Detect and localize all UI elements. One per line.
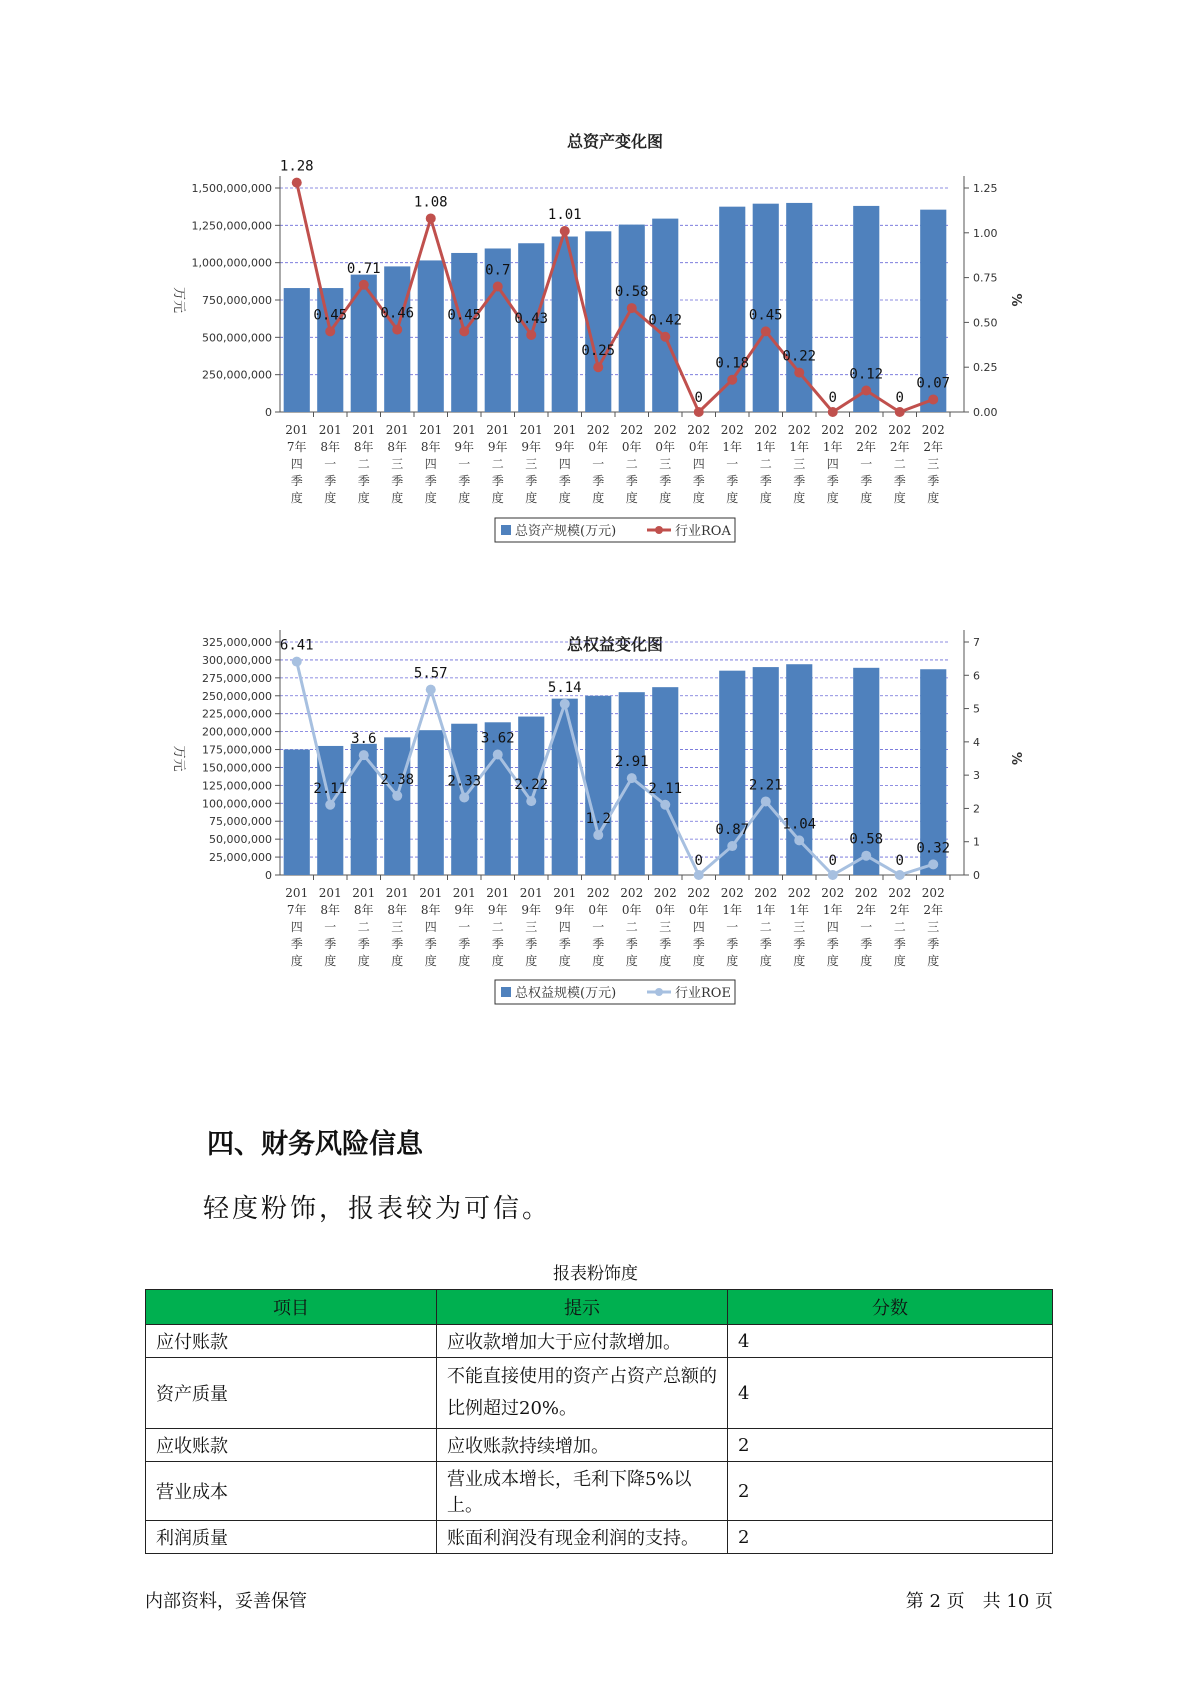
x-tick-label: 201 8年四季度 [419, 423, 443, 505]
y-right-tick-label: 1 [973, 835, 980, 849]
legend-line-marker [655, 526, 663, 534]
line-point [761, 326, 771, 336]
bar [585, 696, 611, 875]
line-point [493, 282, 503, 292]
bar [786, 203, 812, 412]
data-label: 0 [895, 390, 904, 406]
data-label: 0.12 [849, 366, 884, 383]
legend-bar-label: 总资产规模(万元) [515, 524, 617, 539]
y-right-tick-label: 1.25 [973, 182, 998, 195]
row-hint: 账面利润没有现金利润的支持。 [437, 1521, 728, 1554]
data-label: 3.62 [480, 730, 515, 747]
y-right-tick-label: 7 [973, 636, 980, 649]
total-assets-chart [150, 125, 1030, 555]
row-score: 4 [728, 1358, 1053, 1429]
row-item: 应收账款 [146, 1429, 437, 1462]
x-tick-label: 201 8年三季度 [385, 423, 409, 505]
line-point [794, 835, 804, 845]
data-label: 0 [694, 853, 703, 869]
y-right-tick-label: 0.50 [973, 316, 998, 330]
line-point [359, 280, 369, 290]
data-label: 0 [828, 390, 837, 406]
line-point [593, 362, 603, 372]
y-right-tick-label: 6 [973, 669, 980, 683]
data-label: 0.45 [313, 307, 348, 324]
x-tick-label: 201 9年一季度 [452, 886, 476, 968]
y-right-tick-label: 2 [973, 802, 980, 816]
line-point [861, 851, 871, 861]
y-left-tick-label: 750,000,000 [202, 294, 272, 307]
line-point [459, 792, 469, 802]
line-point [560, 699, 570, 709]
bar [284, 750, 310, 875]
bar [552, 699, 578, 875]
y-left-tick-label: 0 [265, 869, 272, 882]
y-left-tick-label: 100,000,000 [202, 797, 272, 811]
bar [384, 737, 410, 875]
line-point [761, 796, 771, 806]
table-row [146, 1429, 1053, 1462]
y-left-tick-label: 250,000,000 [202, 368, 272, 382]
bar [351, 744, 377, 875]
line-point [694, 870, 704, 880]
y-right-tick-label: 0.75 [973, 271, 998, 285]
legend-line-label: 行业ROA [675, 524, 731, 539]
x-tick-label: 202 0年三季度 [653, 423, 677, 505]
chart-title: 总资产变化图 [566, 132, 664, 151]
header-score: 分数 [728, 1290, 1053, 1325]
x-tick-label: 202 2年二季度 [888, 423, 912, 505]
data-label: 2.11 [313, 780, 348, 797]
legend-bar-swatch [501, 987, 511, 997]
y-left-tick-label: 1,250,000,000 [191, 219, 272, 233]
line-point [560, 226, 570, 236]
row-score: 2 [728, 1521, 1053, 1554]
data-label: 2.38 [380, 771, 415, 788]
data-label: 0.46 [380, 305, 415, 322]
line-point [694, 407, 704, 417]
table-row [146, 1462, 1053, 1521]
bar [585, 231, 611, 412]
x-tick-label: 201 8年四季度 [419, 886, 443, 968]
data-label: 0.45 [447, 307, 482, 324]
line-point [895, 407, 905, 417]
y-left-axis-title: 万元 [171, 286, 186, 314]
line-point [526, 330, 536, 340]
section-summary: 轻度粉饰，报表较为可信。 [203, 1194, 552, 1224]
row-score: 4 [728, 1325, 1053, 1358]
x-tick-label: 201 7年四季度 [285, 886, 309, 968]
x-tick-label: 202 1年一季度 [720, 423, 744, 505]
x-tick-label: 202 1年一季度 [720, 886, 744, 968]
x-tick-label: 201 9年三季度 [519, 423, 543, 505]
data-label: 0.32 [916, 840, 951, 857]
x-tick-label: 202 0年二季度 [620, 886, 644, 968]
data-label: 2.22 [514, 777, 549, 794]
bar [518, 717, 544, 875]
x-tick-label: 202 1年四季度 [821, 423, 845, 505]
y-left-tick-label: 75,000,000 [209, 815, 272, 829]
x-tick-label: 202 0年一季度 [586, 423, 610, 505]
data-label: 0.25 [581, 343, 616, 360]
bar [418, 260, 444, 412]
y-right-tick-label: 0.25 [973, 361, 998, 375]
x-tick-label: 201 8年一季度 [318, 423, 342, 505]
line-point [526, 796, 536, 806]
y-left-tick-label: 150,000,000 [202, 761, 272, 775]
x-tick-label: 202 1年二季度 [754, 423, 778, 505]
line-point [392, 791, 402, 801]
bar [418, 730, 444, 875]
y-left-tick-label: 50,000,000 [209, 833, 272, 847]
y-right-tick-label: 0 [973, 869, 980, 882]
bar [619, 225, 645, 412]
line-point [325, 326, 335, 336]
y-left-tick-label: 200,000,000 [202, 725, 272, 739]
x-tick-label: 202 0年二季度 [620, 423, 644, 505]
table-row [146, 1358, 1053, 1429]
bar [384, 266, 410, 412]
x-tick-label: 202 2年一季度 [854, 886, 878, 968]
row-item: 营业成本 [146, 1462, 437, 1521]
line-point [928, 394, 938, 404]
risk-table [145, 1289, 1053, 1554]
line-point [359, 750, 369, 760]
data-label: 0.42 [648, 312, 683, 329]
line-point [292, 657, 302, 667]
data-label: 0.71 [346, 260, 381, 277]
line-point [426, 685, 436, 695]
chart-title: 总权益变化图 [566, 635, 664, 654]
x-tick-label: 202 1年三季度 [787, 886, 811, 968]
x-tick-label: 202 0年三季度 [653, 886, 677, 968]
table-caption: 报表粉饰度 [553, 1264, 638, 1284]
data-label: 1.01 [547, 207, 582, 224]
table-header-row [146, 1290, 1053, 1325]
y-right-tick-label: 0.00 [973, 406, 998, 419]
y-left-tick-label: 300,000,000 [202, 653, 272, 667]
x-tick-label: 202 2年三季度 [921, 423, 945, 505]
x-tick-label: 201 9年四季度 [553, 423, 577, 505]
bar [518, 243, 544, 412]
header-item: 项目 [146, 1290, 437, 1325]
line-point [292, 178, 302, 188]
footer-confidential: 内部资料，妥善保管 [145, 1591, 307, 1612]
x-tick-label: 201 7年四季度 [285, 423, 309, 505]
y-left-tick-label: 0 [265, 406, 272, 419]
x-tick-label: 202 0年四季度 [687, 886, 711, 968]
line-point [861, 385, 871, 395]
data-label: 5.57 [413, 665, 448, 682]
row-item: 资产质量 [146, 1358, 437, 1429]
line-point [627, 773, 637, 783]
x-tick-label: 201 9年二季度 [486, 423, 510, 505]
x-tick-label: 201 8年二季度 [352, 886, 376, 968]
x-tick-label: 202 1年四季度 [821, 886, 845, 968]
data-label: 3.6 [351, 731, 377, 748]
line-point [459, 326, 469, 336]
table-row [146, 1521, 1053, 1554]
x-tick-label: 201 8年三季度 [385, 886, 409, 968]
row-hint: 应收账款持续增加。 [437, 1429, 728, 1462]
y-left-tick-label: 1,500,000,000 [191, 182, 272, 195]
legend-line-label: 行业ROE [675, 986, 731, 1001]
data-label: 0.22 [782, 348, 817, 365]
data-label: 2.91 [614, 754, 649, 771]
line-point [895, 870, 905, 880]
y-right-axis-title: % [1008, 751, 1023, 766]
x-tick-label: 201 9年二季度 [486, 886, 510, 968]
data-label: 0 [828, 853, 837, 869]
data-label: 0.87 [715, 822, 750, 839]
row-hint: 营业成本增长，毛利下降5%以上。 [437, 1462, 728, 1521]
data-label: 0 [895, 853, 904, 869]
data-label: 0.7 [485, 262, 511, 279]
y-left-tick-label: 225,000,000 [202, 707, 272, 721]
line-point [627, 303, 637, 313]
y-left-tick-label: 25,000,000 [209, 851, 272, 865]
y-left-tick-label: 250,000,000 [202, 689, 272, 703]
y-left-tick-label: 125,000,000 [202, 779, 272, 793]
y-right-tick-label: 4 [973, 735, 980, 749]
total-assets-chart-svg [150, 125, 1030, 555]
header-hint: 提示 [437, 1290, 728, 1325]
y-right-axis-title: % [1008, 293, 1023, 307]
row-item: 应付账款 [146, 1325, 437, 1358]
line-point [325, 800, 335, 810]
data-label: 0.58 [849, 831, 884, 848]
line-point [727, 841, 737, 851]
row-score: 2 [728, 1462, 1053, 1521]
x-tick-label: 201 9年一季度 [452, 423, 476, 505]
row-hint: 不能直接使用的资产占资产总额的比例超过20%。 [437, 1358, 728, 1429]
line-point [828, 407, 838, 417]
y-left-tick-label: 325,000,000 [202, 636, 272, 649]
x-tick-label: 201 9年三季度 [519, 886, 543, 968]
x-tick-label: 202 0年四季度 [687, 423, 711, 505]
footer-page-number: 第 2 页 共 10 页 [905, 1591, 1053, 1612]
row-hint: 应收款增加大于应付款增加。 [437, 1325, 728, 1358]
line-point [426, 213, 436, 223]
x-tick-label: 202 2年二季度 [888, 886, 912, 968]
line-point [493, 750, 503, 760]
data-label: 2.21 [748, 777, 783, 794]
data-label: 0.58 [614, 284, 649, 301]
y-right-tick-label: 1.00 [973, 226, 998, 240]
line-point [828, 870, 838, 880]
table-row [146, 1325, 1053, 1358]
line-point [660, 800, 670, 810]
line-point [660, 332, 670, 342]
data-label: 1.08 [413, 194, 448, 211]
data-label: 6.41 [279, 637, 314, 654]
row-item: 利润质量 [146, 1521, 437, 1554]
data-label: 1.2 [585, 811, 611, 828]
x-tick-label: 202 1年三季度 [787, 423, 811, 505]
data-label: 0.18 [715, 355, 750, 372]
data-label: 1.04 [782, 816, 817, 833]
y-left-tick-label: 500,000,000 [202, 331, 272, 345]
x-tick-label: 202 1年二季度 [754, 886, 778, 968]
legend-line-marker [655, 988, 663, 996]
line-point [392, 325, 402, 335]
row-score: 2 [728, 1429, 1053, 1462]
y-left-tick-label: 175,000,000 [202, 743, 272, 757]
data-label: 5.14 [547, 679, 582, 696]
x-tick-label: 201 9年四季度 [553, 886, 577, 968]
bar [284, 288, 310, 412]
data-label: 0 [694, 390, 703, 406]
data-label: 0.43 [514, 310, 549, 327]
line-point [794, 368, 804, 378]
y-right-tick-label: 5 [973, 702, 980, 716]
x-tick-label: 201 8年二季度 [352, 423, 376, 505]
y-right-tick-label: 3 [973, 769, 980, 783]
x-tick-label: 201 8年一季度 [318, 886, 342, 968]
line-point [727, 375, 737, 385]
line-point [928, 859, 938, 869]
data-label: 2.33 [447, 773, 482, 790]
bar [753, 667, 779, 875]
y-left-tick-label: 275,000,000 [202, 671, 272, 685]
x-tick-label: 202 2年三季度 [921, 886, 945, 968]
line-point [593, 830, 603, 840]
data-label: 1.28 [279, 158, 314, 175]
legend-bar-swatch [501, 525, 511, 535]
x-tick-label: 202 0年一季度 [586, 886, 610, 968]
section-heading: 四、财务风险信息 [207, 1129, 423, 1160]
data-label: 0.07 [916, 375, 951, 392]
total-equity-chart [150, 628, 1030, 1098]
data-label: 0.45 [748, 307, 783, 324]
y-left-tick-label: 1,000,000,000 [191, 256, 272, 270]
x-tick-label: 202 2年一季度 [854, 423, 878, 505]
y-left-axis-title: 万元 [171, 745, 186, 772]
data-label: 2.11 [648, 780, 683, 797]
legend-bar-label: 总权益规模(万元) [515, 986, 617, 1001]
total-equity-chart-svg [150, 628, 1030, 1098]
